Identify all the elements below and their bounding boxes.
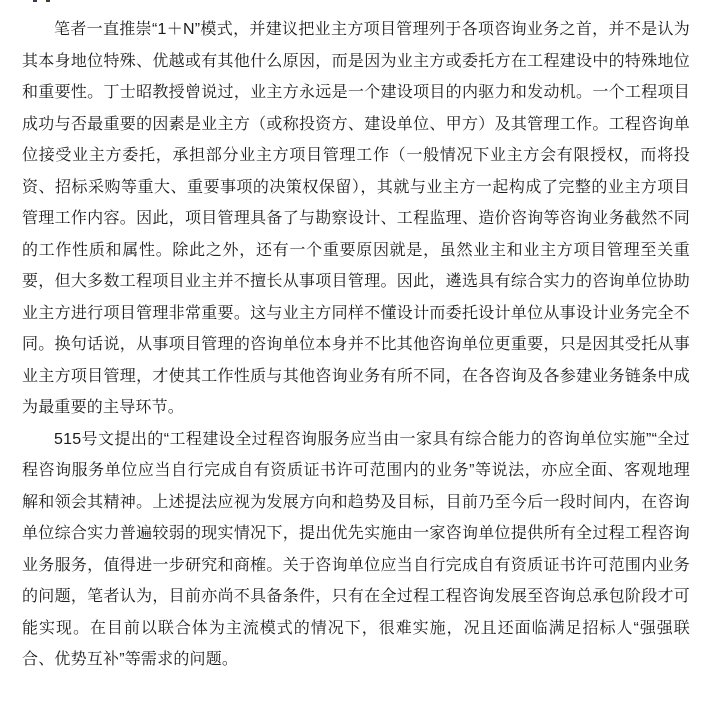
clipped-text-fragment: [0, 0, 712, 3]
paragraph-2: 515号文提出的“工程建设全过程咨询服务应当由一家具有综合能力的咨询单位实施”“全过程咨询服务单位应当自行完成自有资质证书许可范围内的业务”等说法，亦应全面、客观地理解和领会其精神。上述提法应视为发展方向和趋势及目标，目前乃至今后一段时间内，在咨询单位综合实力普遍较弱的现实情况下，提出优先实施由一家咨询单位提供所有全过程工程咨询业务服务，值得进一步研究和商榷。关于咨询单位应当自行完成自有资质证书许可范围内业务的问题，笔者认为，目前亦尚不具备条件，只有在全过程工程咨询发展至咨询总承包阶段才可能实现。在目前以联合体为主流模式的情况下，很难实施，况且还面临满足招标人“强强联合、优势互补”等需求的问题。: [22, 430, 690, 668]
paragraph-1: 笔者一直推崇“1＋N”模式，并建议把业主方项目管理列于各项咨询业务之首，并不是认为其本身地位特殊、优越或有其他什么原因，而是因为业主方或委托方在工程建设中的特殊地位和重要性。丁士昭教授曾说过，业主方永远是一个建设项目的内驱力和发动机。一个工程项目成功与否最重要的因素是业主方（或称投资方、建设单位、甲方）及其管理工作。工程咨询单位接受业主方委托，承担部分业主方项目管理工作（一般情况下业主方会有限授权，而将投资、招标采购等重大、重要事项的决策权保留），其就与业主方一起构成了完整的业主方项目管理工作内容。因此，项目管理具备了与勘察设计、工程监理、造价咨询等咨询业务截然不同的工作性质和属性。除此之外，还有一个重要原因就是，虽然业主和业主方项目管理至关重要，但大多数工程项目业主并不擅长从事项目管理。因此，遴选具有综合实力的咨询单位协助业主方进行项目管理非常重要。这与业主方同样不懂设计而委托设计单位从事设计业务完全不同。换句话说，从事项目管理的咨询单位本身并不比其他咨询单位更重要，只是因其受托从事业主方项目管理，才使其工作性质与其他咨询业务有所不同，在各咨询及各参建业务链条中成为最重要的主导环节。: [22, 21, 690, 416]
clipped-glyph-tip: [33, 0, 37, 2]
document-text-block: [22, 14, 690, 676]
clipped-glyph-tip: [46, 0, 50, 2]
